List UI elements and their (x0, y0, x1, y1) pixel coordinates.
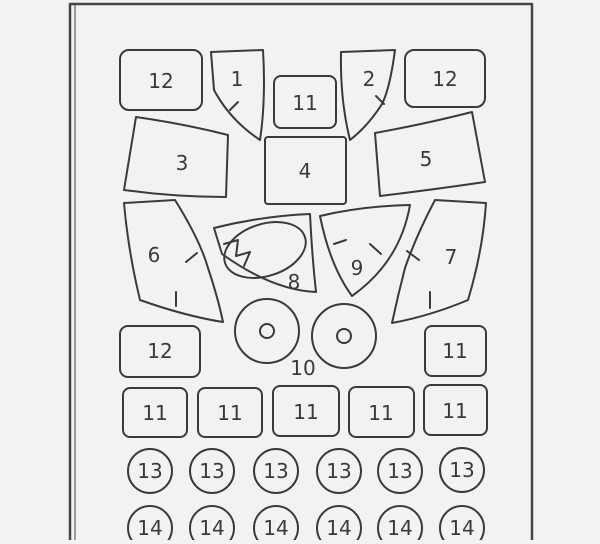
piece-1-mark (230, 102, 238, 110)
piece-14-label-4: 14 (326, 516, 352, 540)
piece-13-label-4: 13 (326, 459, 352, 483)
piece-14-label-6: 14 (449, 516, 475, 540)
piece-14-row (128, 506, 484, 540)
piece-14-label-5: 14 (387, 516, 413, 540)
piece-11-row-4-label: 11 (368, 401, 394, 425)
piece-9-mark-a (334, 240, 346, 244)
piece-6 (124, 200, 223, 322)
piece-14-label-1: 14 (137, 516, 163, 540)
piece-8 (214, 214, 316, 292)
piece-2 (341, 50, 395, 140)
piece-7-label: 7 (444, 245, 458, 269)
piece-10-disc-left-hole (260, 324, 274, 338)
piece-5-label: 5 (419, 147, 433, 171)
piece-10-disc-left (235, 299, 299, 363)
piece-10-label: 10 (290, 356, 316, 380)
piece-14-label-3: 14 (263, 516, 289, 540)
piece-6-label: 6 (147, 243, 161, 267)
piece-11-row-5-label: 11 (442, 399, 468, 423)
piece-13-label-6: 13 (449, 458, 475, 482)
piece-13-label-1: 13 (137, 459, 163, 483)
piece-12-left-label: 12 (147, 339, 173, 363)
piece-12-top-right-label: 12 (432, 67, 458, 91)
piece-13-row (128, 448, 484, 493)
piece-1-label: 1 (230, 67, 244, 91)
piece-8-label: 8 (287, 270, 301, 294)
piece-11-right-label: 11 (442, 339, 468, 363)
piece-13-label-3: 13 (263, 459, 289, 483)
piece-1 (211, 50, 264, 140)
piece-6-mark-a (186, 253, 197, 262)
piece-3-label: 3 (175, 151, 189, 175)
piece-8-notch (224, 240, 250, 266)
piece-9-mark-b (370, 244, 381, 254)
piece-10-disc-right (312, 304, 376, 368)
piece-9 (320, 205, 410, 296)
piece-11-row-2-label: 11 (217, 401, 243, 425)
piece-2-label: 2 (362, 67, 376, 91)
piece-11-top-label: 11 (292, 91, 318, 115)
piece-11-row-3-label: 11 (293, 400, 319, 424)
piece-11-row-1-label: 11 (142, 401, 168, 425)
piece-4-label: 4 (298, 159, 312, 183)
piece-12-top-left-label: 12 (148, 69, 174, 93)
piece-13-label-5: 13 (387, 459, 413, 483)
piece-10-disc-right-hole (337, 329, 351, 343)
piece-9-label: 9 (350, 256, 364, 280)
piece-13-label-2: 13 (199, 459, 225, 483)
piece-14-label-2: 14 (199, 516, 225, 540)
